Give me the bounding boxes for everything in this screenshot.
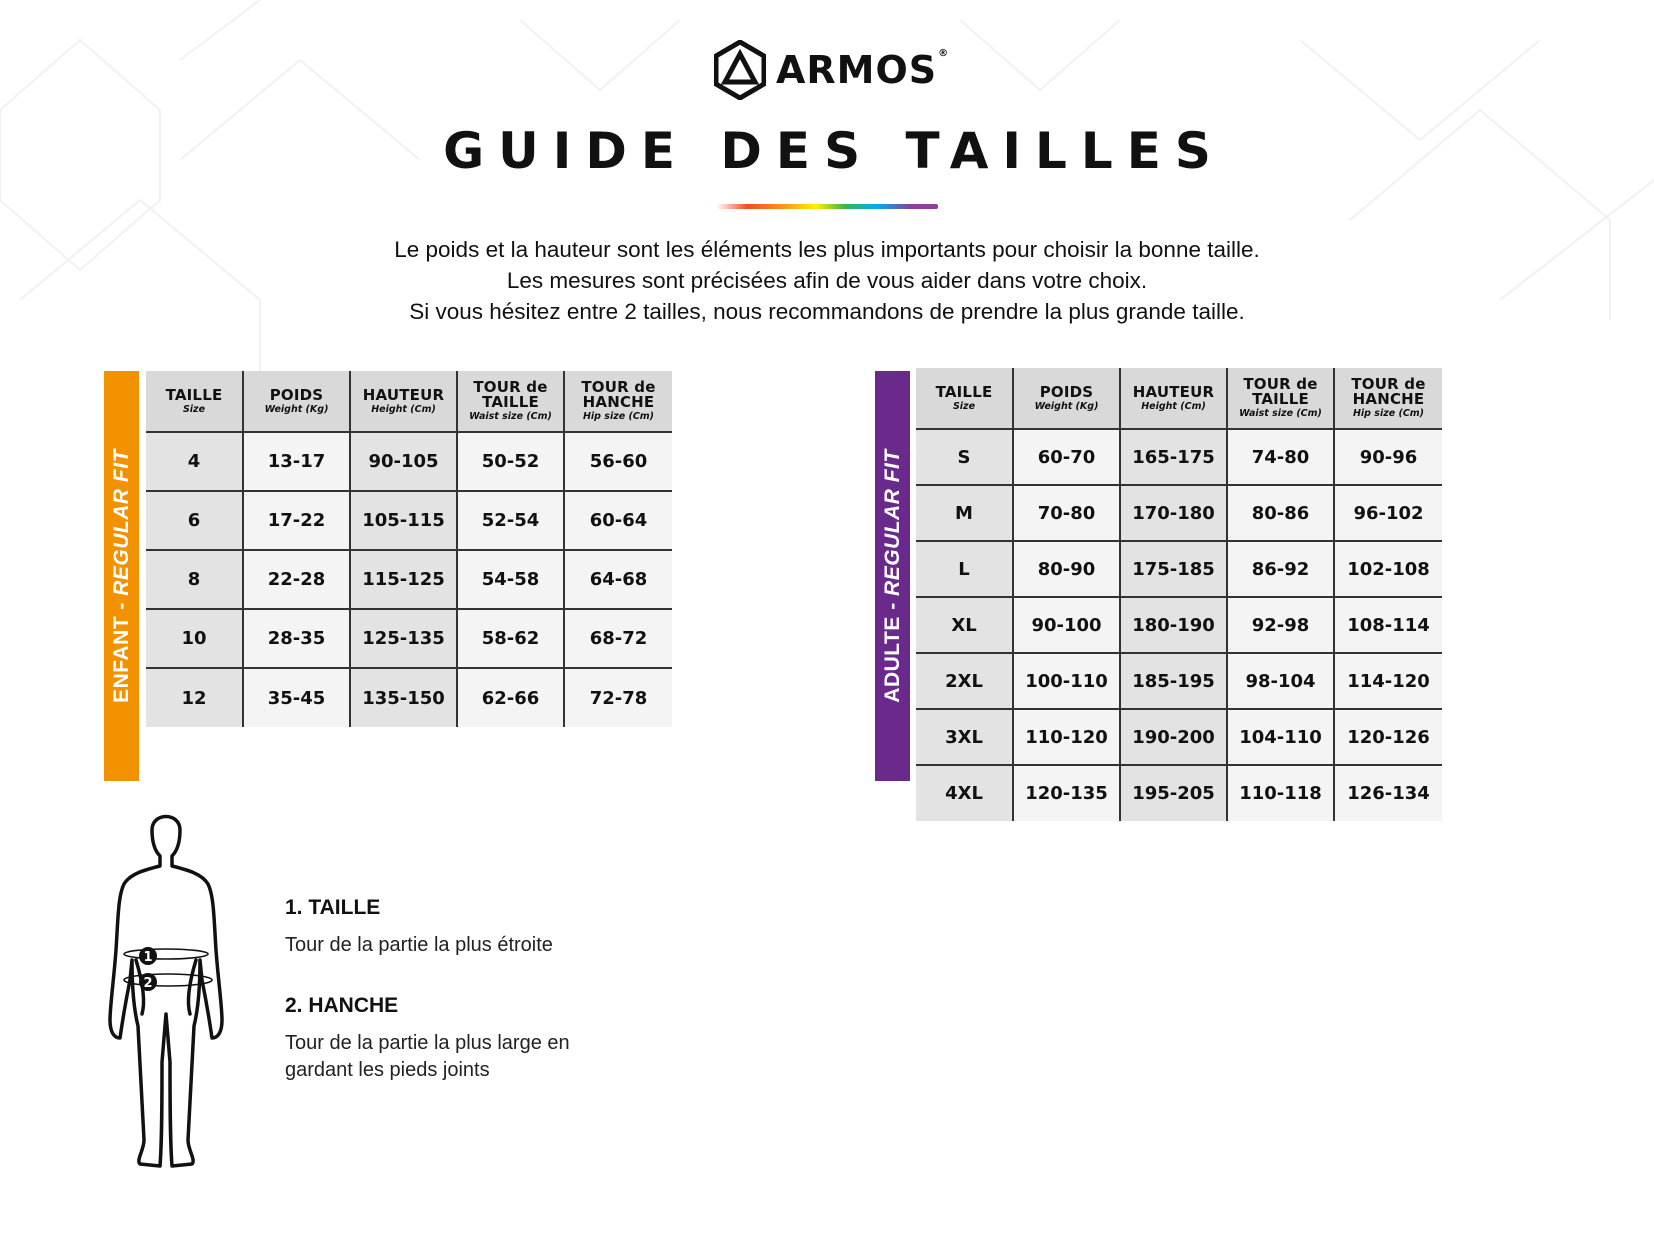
column-header: TOUR de TAILLE Waist size (Cm)	[457, 371, 564, 432]
table-cell: S	[916, 429, 1013, 485]
table-cell: 58-62	[457, 609, 564, 668]
adult-size-table	[916, 368, 1442, 821]
intro-line: Le poids et la hauteur sont les éléments les plus importants pour choisir la bonne taille.	[394, 237, 1260, 262]
table-cell: 74-80	[1227, 429, 1334, 485]
table-cell: 52-54	[457, 491, 564, 550]
table-cell: 10	[146, 609, 243, 668]
table-row	[916, 429, 1442, 485]
table-cell: 100-110	[1013, 653, 1120, 709]
table-cell: L	[916, 541, 1013, 597]
table-cell: 56-60	[564, 432, 672, 491]
table-cell: 80-90	[1013, 541, 1120, 597]
column-header: TAILLE Size	[146, 371, 243, 432]
table-cell: 102-108	[1334, 541, 1442, 597]
table-cell: 105-115	[350, 491, 457, 550]
legend-description: Tour de la partie la plus étroite	[285, 934, 553, 956]
legend-hip	[285, 994, 645, 1084]
table-cell: 104-110	[1227, 709, 1334, 765]
intro-line: Si vous hésitez entre 2 tailles, nous recommandons de prendre la plus grande taille.	[409, 299, 1245, 324]
table-cell: 60-64	[564, 491, 672, 550]
brand-name: ARMOS®	[776, 48, 950, 92]
measure-marker-1	[139, 947, 157, 965]
table-cell: 110-120	[1013, 709, 1120, 765]
table-cell: 68-72	[564, 609, 672, 668]
table-cell: 115-125	[350, 550, 457, 609]
table-cell: XL	[916, 597, 1013, 653]
table-cell: 54-58	[457, 550, 564, 609]
child-fit-tag: ENFANT - REGULAR FIT	[104, 371, 139, 781]
table-cell: 170-180	[1120, 485, 1227, 541]
table-row	[146, 668, 672, 727]
svg-text:2: 2	[143, 976, 153, 991]
table-cell: 90-100	[1013, 597, 1120, 653]
legend-description: Tour de la partie la plus large en gardant les pieds joints	[285, 1032, 570, 1081]
table-cell: 90-96	[1334, 429, 1442, 485]
table-row	[916, 653, 1442, 709]
table-row	[916, 597, 1442, 653]
table-cell: 6	[146, 491, 243, 550]
table-cell: 62-66	[457, 668, 564, 727]
legend-title: 1. TAILLE	[285, 896, 381, 919]
table-cell: 80-86	[1227, 485, 1334, 541]
brand-logo	[714, 40, 949, 100]
column-header: TOUR de HANCHE Hip size (Cm)	[1334, 368, 1442, 429]
column-header: TOUR de HANCHE Hip size (Cm)	[564, 371, 672, 432]
table-cell: M	[916, 485, 1013, 541]
table-cell: 185-195	[1120, 653, 1227, 709]
rainbow-divider	[716, 204, 938, 209]
table-cell: 13-17	[243, 432, 350, 491]
adult-fit-tag: ADULTE - REGULAR FIT	[875, 371, 910, 781]
table-cell: 110-118	[1227, 765, 1334, 821]
legend-title: 2. HANCHE	[285, 994, 399, 1017]
table-cell: 50-52	[457, 432, 564, 491]
column-header: HAUTEUR Height (Cm)	[1120, 368, 1227, 429]
child-size-table	[146, 371, 672, 727]
table-cell: 120-135	[1013, 765, 1120, 821]
table-row	[916, 485, 1442, 541]
table-cell: 195-205	[1120, 765, 1227, 821]
column-header: POIDS Weight (Kg)	[243, 371, 350, 432]
column-header: TOUR de TAILLE Waist size (Cm)	[1227, 368, 1334, 429]
column-header: HAUTEUR Height (Cm)	[350, 371, 457, 432]
table-cell: 35-45	[243, 668, 350, 727]
table-cell: 12	[146, 668, 243, 727]
table-row	[146, 550, 672, 609]
table-row	[916, 709, 1442, 765]
table-cell: 8	[146, 550, 243, 609]
table-row	[146, 432, 672, 491]
table-cell: 72-78	[564, 668, 672, 727]
table-cell: 70-80	[1013, 485, 1120, 541]
table-cell: 90-105	[350, 432, 457, 491]
legend-waist	[285, 896, 645, 959]
table-cell: 22-28	[243, 550, 350, 609]
table-cell: 190-200	[1120, 709, 1227, 765]
table-cell: 60-70	[1013, 429, 1120, 485]
table-cell: 165-175	[1120, 429, 1227, 485]
table-cell: 180-190	[1120, 597, 1227, 653]
table-cell: 3XL	[916, 709, 1013, 765]
intro-line: Les mesures sont précisées afin de vous aider dans votre choix.	[506, 268, 1148, 293]
table-cell: 125-135	[350, 609, 457, 668]
column-header: TAILLE Size	[916, 368, 1013, 429]
table-cell: 114-120	[1334, 653, 1442, 709]
table-cell: 96-102	[1334, 485, 1442, 541]
body-outline-icon	[110, 817, 222, 1167]
table-row	[146, 491, 672, 550]
table-cell: 98-104	[1227, 653, 1334, 709]
table-cell: 2XL	[916, 653, 1013, 709]
table-cell: 108-114	[1334, 597, 1442, 653]
armos-logo-icon	[714, 40, 766, 100]
table-cell: 175-185	[1120, 541, 1227, 597]
measure-marker-2	[139, 973, 157, 991]
intro-text	[0, 234, 1654, 327]
column-header: POIDS Weight (Kg)	[1013, 368, 1120, 429]
table-cell: 17-22	[243, 491, 350, 550]
body-silhouette	[96, 800, 236, 1190]
svg-text:1: 1	[143, 950, 153, 965]
table-cell: 86-92	[1227, 541, 1334, 597]
table-cell: 28-35	[243, 609, 350, 668]
page-title: GUIDE DES TAILLES	[443, 122, 1225, 180]
table-cell: 64-68	[564, 550, 672, 609]
table-row	[916, 541, 1442, 597]
table-row	[916, 765, 1442, 821]
table-row	[146, 609, 672, 668]
table-cell: 126-134	[1334, 765, 1442, 821]
table-cell: 120-126	[1334, 709, 1442, 765]
table-cell: 92-98	[1227, 597, 1334, 653]
table-cell: 4	[146, 432, 243, 491]
table-cell: 4XL	[916, 765, 1013, 821]
table-cell: 135-150	[350, 668, 457, 727]
